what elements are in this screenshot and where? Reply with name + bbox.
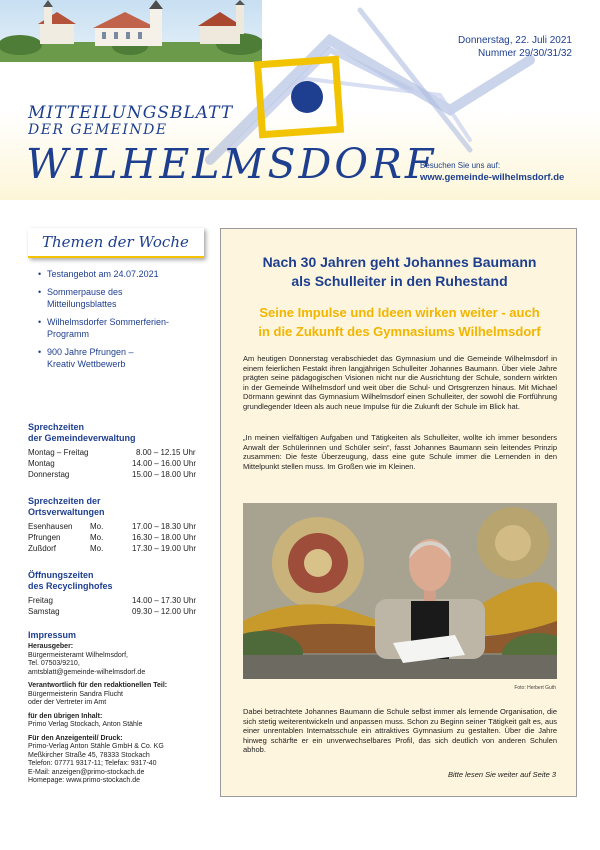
masthead-line-1: MITTEILUNGSBLATT bbox=[28, 103, 234, 123]
impressum-line: Tel. 07503/9210, bbox=[28, 660, 80, 667]
hours-time: 16.30 – 18.00 Uhr bbox=[132, 533, 197, 542]
article-photo bbox=[243, 503, 557, 679]
hours-time: 15.00 – 18.00 Uhr bbox=[132, 470, 197, 479]
impressum-line: Bürgermeisterin Sandra Flucht bbox=[28, 690, 123, 698]
impressum-label: Für den Anzeigenteil/ Druck: bbox=[28, 734, 123, 742]
impressum bbox=[28, 630, 208, 786]
masthead-line-2: DER GEMEINDE bbox=[28, 122, 168, 138]
themen-item[interactable]: • Wilhelmsdorfer Sommerferien-Programm bbox=[38, 316, 177, 340]
impressum-email[interactable]: E-Mail: anzeigen@primo-stockach.de bbox=[28, 768, 145, 776]
article-paragraph-1: Am heutigen Donnerstag verabschiedet das Gymnasium und die Gemeinde Wilhelmsdorf in einem feierlichen Festakt ihren langjährigen Schulleiter Johannes Baumann. Über viele Jahre prägten seine pädagogischen Visionen nicht nur die Ausrichtung der Schule, sondern wirkten in der Gemeinde Wilhelmsdorf und weit über die Schul- und Ortsgrenzen hinaus. Mit Michael Dörmann gewinnt das Gymnasium Wilhelmsdorf einen Schulleiter, der sowohl die Fortführung grundlegender Ideen als auch neue Impulse für die Zukunft der Schule im Blick hat. bbox=[243, 354, 557, 411]
recycling-hours bbox=[28, 570, 208, 617]
hours-day: Montag bbox=[28, 459, 55, 468]
hours-time: 8.00 – 12.15 Uhr bbox=[136, 448, 196, 457]
hours-day: Freitag bbox=[28, 596, 53, 605]
article-paragraph-3: Dabei betrachtete Johannes Baumann die Schule selbst immer als lernende Organisation, die sich stetig weiterentwickeln und anpassen muss. Schon zu Beginn seiner Tätigkeit galt es, aus einer unrentablen Internatsschule ein attraktives Gymnasium zu gestalten. Über die Jahre hinweg schärfte er ein unverwechselbares Profil, das sich deutlich von anderen Schulen abhob. bbox=[243, 707, 557, 755]
subhead-line: in die Zukunft des Gymnasiums Wilhelmsdorf bbox=[258, 324, 541, 339]
impressum-line: oder der Vertreter im Amt bbox=[28, 699, 107, 706]
hours-row bbox=[28, 447, 208, 458]
themen-item[interactable]: • 900 Jahre Pfrungen – Kreativ Wettbewerb bbox=[38, 346, 157, 370]
hours-time: 17.00 – 18.30 Uhr bbox=[132, 522, 197, 531]
hours-row bbox=[28, 458, 208, 469]
hours-time: 14.00 – 17.30 Uhr bbox=[132, 596, 197, 605]
impressum-print bbox=[28, 735, 208, 786]
hours-row bbox=[28, 543, 208, 554]
themen-list bbox=[38, 268, 204, 370]
impressum-label: Herausgeber: bbox=[28, 643, 74, 650]
issue-info bbox=[458, 34, 572, 60]
article-headline bbox=[221, 253, 578, 291]
issue-number: Nummer 29/30/31/32 bbox=[478, 48, 572, 59]
headline-line: Nach 30 Jahren geht Johannes Baumann bbox=[262, 254, 537, 270]
impressum-homepage[interactable]: Homepage: www.primo-stockach.de bbox=[28, 777, 141, 784]
photo-credit: Foto: Herbert Guth bbox=[514, 685, 556, 691]
subhead-line: Seine Impulse und Ideen wirken weiter - auch bbox=[259, 305, 540, 320]
hours-row bbox=[28, 521, 208, 532]
impressum-line: Bürgermeisteramt Wilhelmsdorf, bbox=[28, 651, 128, 659]
impressum-editorial bbox=[28, 682, 208, 708]
masthead bbox=[0, 0, 600, 200]
office-hours-ortsverwaltung bbox=[28, 496, 208, 554]
hours-row bbox=[28, 606, 208, 617]
hours-time: 09.30 – 12.00 Uhr bbox=[132, 607, 197, 616]
themen-underline bbox=[28, 256, 204, 258]
impressum-line: Primo Verlag Stockach, Anton Stähle bbox=[28, 721, 143, 728]
impressum-line: Meßkircher Straße 45, 78333 Stockach bbox=[28, 751, 150, 759]
themen-item[interactable]: • Testangebot am 24.07.2021 bbox=[38, 268, 204, 280]
impressum-other bbox=[28, 713, 208, 730]
section-title: Öffnungszeiten bbox=[28, 570, 94, 580]
website-info bbox=[420, 160, 564, 184]
hours-day: Mo. bbox=[90, 533, 104, 542]
sidebar bbox=[28, 228, 204, 784]
section-title: des Recyclinghofes bbox=[28, 581, 113, 591]
impressum-label: für den übrigen Inhalt: bbox=[28, 712, 103, 720]
article-paragraph-2: „In meinen vielfältigen Aufgaben und Tätigkeiten als Schulleiter, wollte ich immer besonders Anwalt der Schülerinnen und Schüler sein“, fasst Johannes Baumann sein leitendes Prinzip zusammen: Die feste Überzeugung, dass eine gute Schule immer die Lernenden in den Mittelpunkt stellen muss. Im Großen wie im Kleinen. bbox=[243, 433, 557, 471]
continue-reading-note[interactable]: Bitte lesen Sie weiter auf Seite 3 bbox=[448, 770, 556, 779]
impressum-publisher bbox=[28, 643, 208, 677]
hours-place: Pfrungen bbox=[28, 533, 61, 542]
impressum-label: Verantwortlich für den redaktionellen Teil: bbox=[28, 682, 168, 689]
themen-item[interactable]: • Sommerpause des Mitteilungsblattes bbox=[38, 286, 157, 310]
themen-title-text: Themen der Woche bbox=[42, 233, 189, 251]
hours-day: Mo. bbox=[90, 522, 104, 531]
impressum-email[interactable]: amtsblatt@gemeinde-wilhelmsdorf.de bbox=[28, 668, 146, 676]
section-title: Ortsverwaltungen bbox=[28, 507, 105, 517]
hours-day: Montag – Freitag bbox=[28, 448, 89, 457]
hours-place: Esenhausen bbox=[28, 522, 73, 531]
hours-place: Zußdorf bbox=[28, 544, 57, 553]
article-subheadline bbox=[221, 303, 578, 341]
hours-row bbox=[28, 595, 208, 606]
section-title: der Gemeindeverwaltung bbox=[28, 433, 136, 443]
impressum-title: Impressum bbox=[28, 630, 77, 640]
hours-day: Samstag bbox=[28, 607, 60, 616]
issue-date: Donnerstag, 22. Juli 2021 bbox=[458, 35, 572, 46]
website-link[interactable]: www.gemeinde-wilhelmsdorf.de bbox=[420, 172, 565, 183]
hours-time: 17.30 – 19.00 Uhr bbox=[132, 544, 197, 553]
section-title: Sprechzeiten bbox=[28, 422, 85, 432]
impressum-line: Telefon: 07771 9317-11; Telefax: 9317-40 bbox=[28, 760, 157, 767]
hours-day: Mo. bbox=[90, 544, 104, 553]
hours-day: Donnerstag bbox=[28, 470, 70, 479]
hours-row bbox=[28, 532, 208, 543]
themen-box-title bbox=[28, 228, 204, 258]
impressum-line: Primo-Verlag Anton Stähle GmbH & Co. KG bbox=[28, 743, 164, 750]
hours-row bbox=[28, 469, 208, 480]
website-label: Besuchen Sie uns auf: bbox=[420, 161, 501, 170]
masthead-title: WILHELMSDORF bbox=[26, 140, 437, 188]
office-hours-gemeinde bbox=[28, 422, 208, 480]
section-title: Sprechzeiten der bbox=[28, 496, 101, 506]
lead-article bbox=[220, 228, 577, 797]
hours-time: 14.00 – 16.00 Uhr bbox=[132, 459, 197, 468]
headline-line: als Schulleiter in den Ruhestand bbox=[291, 273, 508, 289]
